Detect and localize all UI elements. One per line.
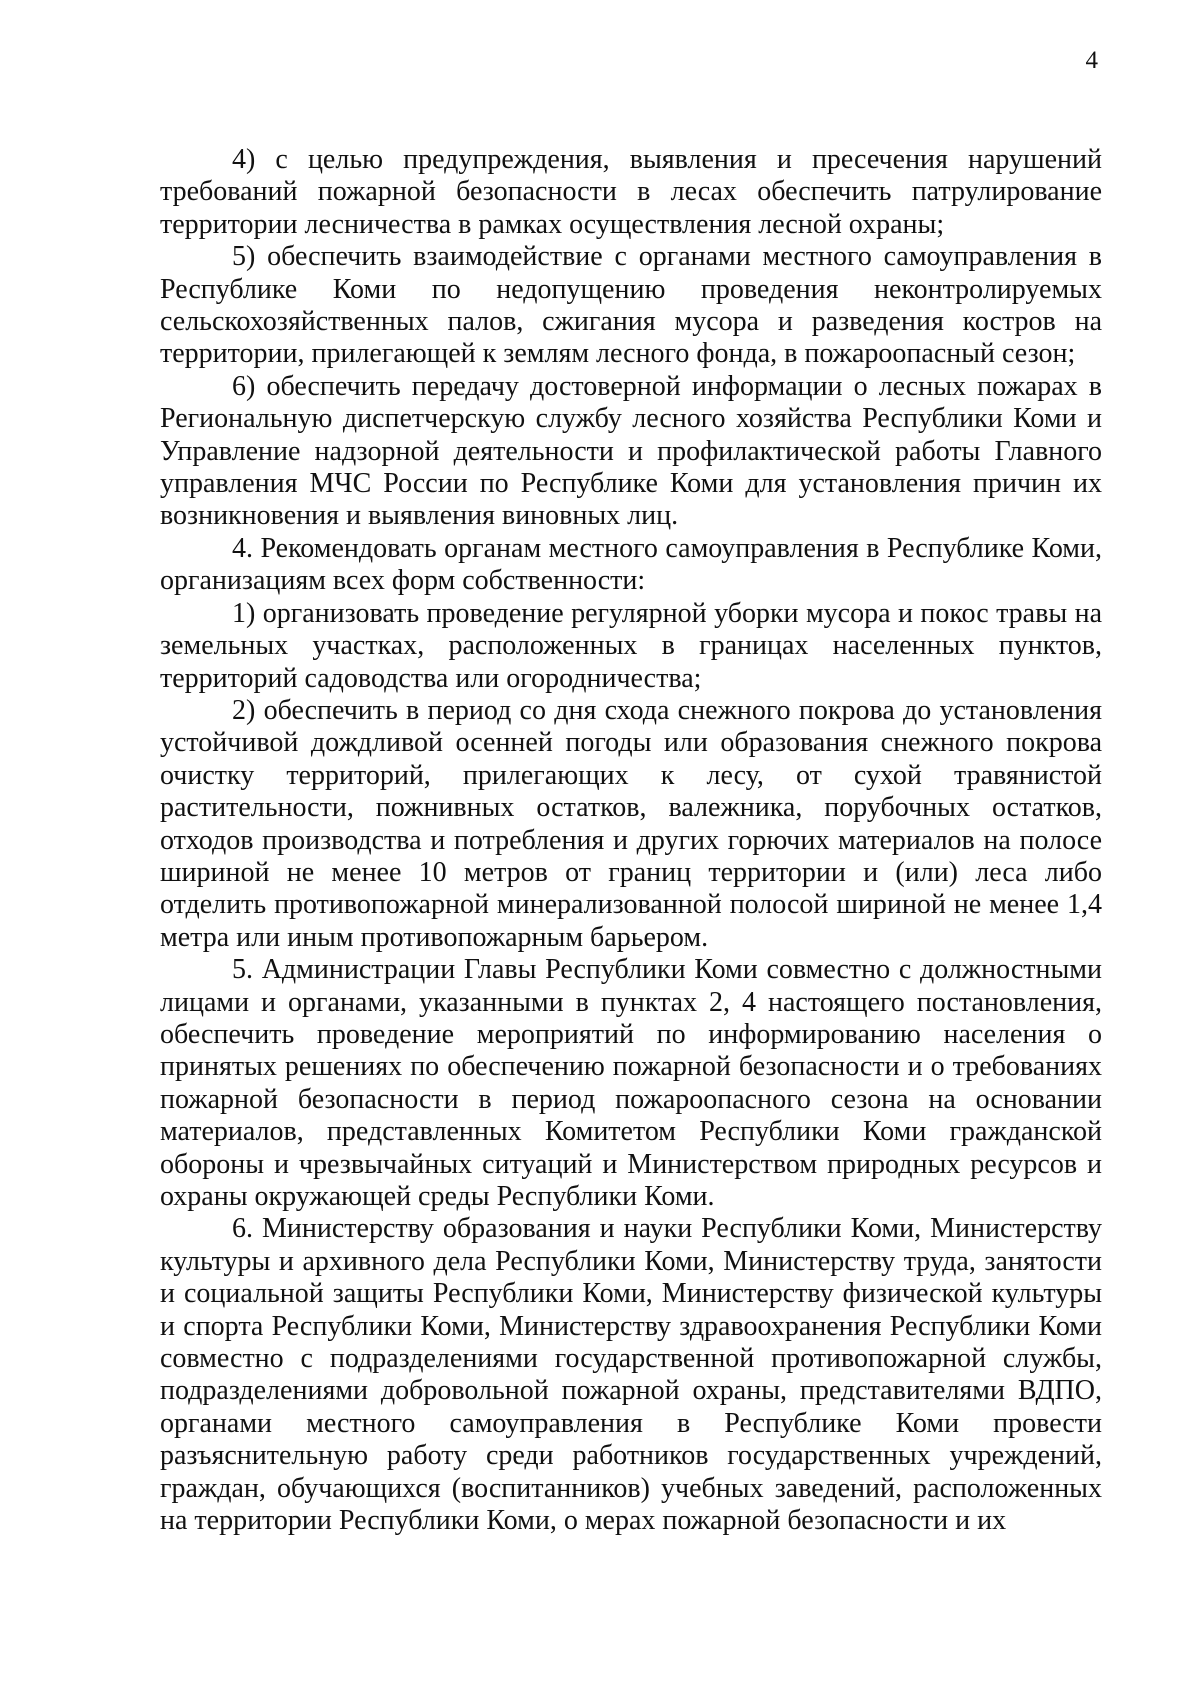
document-body xyxy=(160,144,1102,1537)
page-number: 4 xyxy=(1085,47,1098,74)
paragraph-clause-5: 5. Администрации Главы Республики Коми совместно с должностными лицами и органами, указанными в пунктах 2, 4 настоящего постановления, обеспечить проведение мероприятий по информированию населения о принятых решениях по обеспечению пожарной безопасности и о требованиях пожарной безопасности в период пожароопасного сезона на основании материалов, представленных Комитетом Республики Коми гражданской обороны и чрезвычайных ситуаций и Министерством природных ресурсов и охраны окружающей среды Республики Коми. xyxy=(160,954,1102,1212)
paragraph-clause-3-6: 6) обеспечить передачу достоверной информации о лесных пожарах в Региональную диспетчерскую службу лесного хозяйства Республики Коми и Управление надзорной деятельности и профилактической работы Главного управления МЧС России по Республике Коми для установления причин их возникновения и выявления виновных лиц. xyxy=(160,370,1102,532)
paragraph-clause-4: 4. Рекомендовать органам местного самоуправления в Республике Коми, организациям всех форм собственности: xyxy=(160,532,1102,597)
paragraph-clause-4-1: 1) организовать проведение регулярной уборки мусора и покос травы на земельных участках, расположенных в границах населенных пунктов, территорий садоводства или огородничества; xyxy=(160,597,1102,694)
paragraph-clause-3-5: 5) обеспечить взаимодействие с органами местного самоуправления в Республике Коми по недопущению проведения неконтролируемых сельскохозяйственных палов, сжигания мусора и разведения костров на территории, прилегающей к землям лесного фонда, в пожароопасный сезон; xyxy=(160,241,1102,370)
paragraph-clause-4-2: 2) обеспечить в период со дня схода снежного покрова до установления устойчивой дождливой осенней погоды или образования снежного покрова очистку территорий, прилегающих к лесу, от сухой травянистой растительности, пожнивных остатков, валежника, порубочных остатков, отходов производства и потребления и других горючих материалов на полосе шириной не менее 10 метров от границ территории и (или) леса либо отделить противопожарной минерализованной полосой шириной не менее 1,4 метра или иным противопожарным барьером. xyxy=(160,694,1102,953)
paragraph-clause-3-4: 4) с целью предупреждения, выявления и пресечения нарушений требований пожарной безопасности в лесах обеспечить патрулирование территории лесничества в рамках осуществления лесной охраны; xyxy=(160,144,1102,240)
paragraph-clause-6: 6. Министерству образования и науки Республики Коми, Министерству культуры и архивного дела Республики Коми, Министерству труда, занятости и социальной защиты Республики Коми, Министерству физической культуры и спорта Республики Коми, Министерству здравоохранения Республики Коми совместно с подразделениями государственной противопожарной службы, подразделениями добровольной пожарной охраны, представителями ВДПО, органами местного самоуправления в Республике Коми провести разъяснительную работу среди работников государственных учреждений, граждан, обучающихся (воспитанников) учебных заведений, расположенных на территории Республики Коми, о мерах пожарной безопасности и их xyxy=(160,1213,1102,1537)
